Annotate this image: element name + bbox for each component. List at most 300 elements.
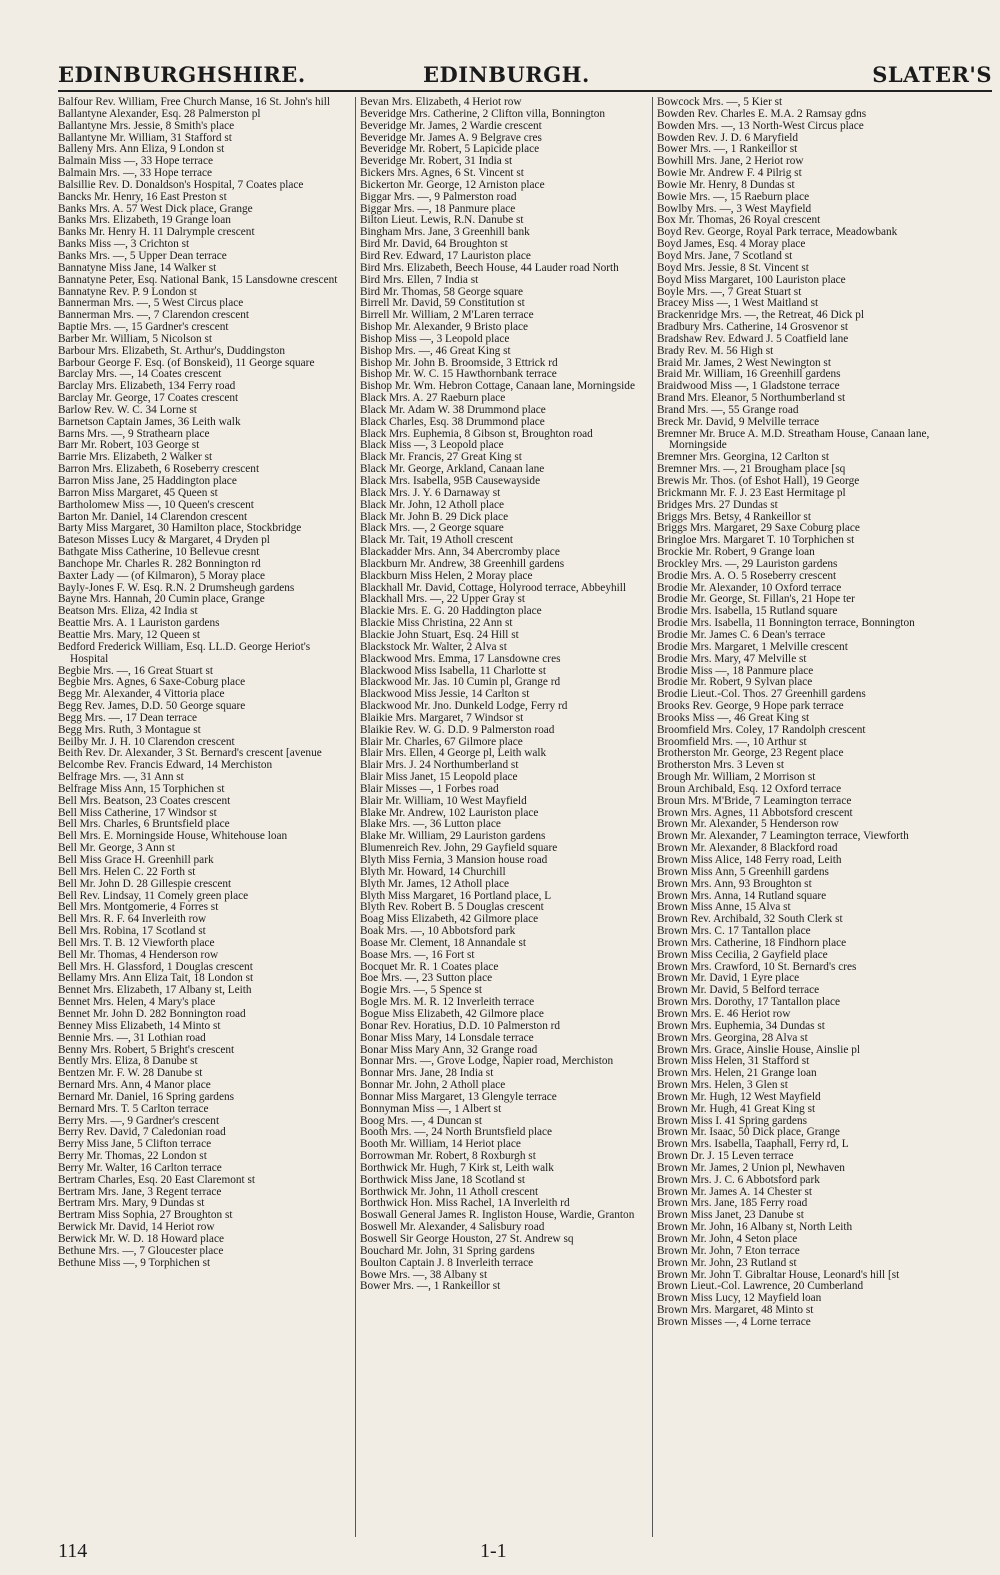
directory-entry: Bennie Mrs. —, 31 Lothian road bbox=[58, 1031, 206, 1044]
directory-entry: Brown Dr. J. 15 Leven terrace bbox=[657, 1150, 794, 1163]
directory-entry: Begg Mrs. Ruth, 3 Montague st bbox=[58, 723, 201, 736]
directory-entry: Bonar Rev. Horatius, D.D. 10 Palmerston rd bbox=[360, 1019, 561, 1032]
directory-entry: Barron Miss Jane, 25 Haddington place bbox=[58, 475, 237, 487]
directory-entry: Black Mr. Francis, 27 Great King st bbox=[360, 451, 522, 464]
directory-entry: Bell Mrs. R. F. 64 Inverleith row bbox=[58, 913, 207, 926]
directory-entry: Boyd Mrs. Jane, 7 Scotland st bbox=[657, 249, 793, 262]
directory-entry: Brown Mrs. Helen, 21 Grange loan bbox=[657, 1067, 817, 1080]
directory-entry: Boyd Mrs. Jessie, 8 St. Vincent st bbox=[657, 261, 809, 274]
directory-entry: Blackie John Stuart, Esq. 24 Hill st bbox=[360, 628, 519, 641]
directory-entry: Boog Mrs. —, 4 Duncan st bbox=[360, 1114, 483, 1127]
directory-entry: Begg Mrs. —, 17 Dean terrace bbox=[58, 711, 197, 724]
directory-entry: Black Mr. George, Arkland, Canaan lane bbox=[360, 463, 545, 476]
directory-entry: Beattie Mrs. Mary, 12 Queen st bbox=[58, 628, 201, 641]
directory-entry: Boak Mrs. —, 10 Abbotsford park bbox=[360, 925, 516, 938]
directory-entry: Blackie Mrs. E. G. 20 Haddington place bbox=[360, 605, 542, 618]
directory-entry: Broomfield Mrs. Coley, 17 Randolph crescent bbox=[657, 723, 866, 736]
directory-entry: Bishop Mrs. —, 46 Great King st bbox=[360, 344, 511, 357]
directory-entry: Blyth Rev. Robert B. 5 Douglas crescent bbox=[360, 901, 544, 914]
directory-entry: Boyd Rev. George, Royal Park terrace, Meadowbank bbox=[657, 226, 898, 239]
directory-entry: Berry Mrs. —, 9 Gardner's crescent bbox=[58, 1114, 220, 1127]
directory-entry: Bocquet Mr. R. 1 Coates place bbox=[360, 960, 499, 973]
directory-entry: Blair Mrs. J. 24 Northumberland st bbox=[360, 759, 519, 772]
directory-entry: Bowie Mr. Henry, 8 Dundas st bbox=[657, 178, 795, 191]
directory-entry: Brough Mr. William, 2 Morrison st bbox=[657, 771, 816, 784]
directory-entry: Boe Mrs. —, 23 Sutton place bbox=[360, 972, 493, 985]
directory-entry: Barnetson Captain James, 36 Leith walk bbox=[58, 415, 241, 428]
directory-entry: Bertram Charles, Esq. 20 East Claremont st bbox=[58, 1173, 256, 1186]
directory-entry: Brand Mrs. —, 55 Grange road bbox=[657, 403, 799, 416]
directory-entry: Barclay Mrs. —, 14 Coates crescent bbox=[58, 368, 222, 381]
directory-column-2 bbox=[355, 97, 652, 1537]
directory-entry: Brown Mrs. Dorothy, 17 Tantallon place bbox=[657, 996, 841, 1009]
directory-entry: Brown Mrs. Euphemia, 34 Dundas st bbox=[657, 1019, 825, 1032]
directory-entry: Brotherston Mr. George, 23 Regent place bbox=[657, 747, 844, 760]
directory-entry: Brockley Mrs. —, 29 Lauriston gardens bbox=[657, 557, 838, 570]
directory-entry: Berry Mr. Thomas, 22 London st bbox=[58, 1150, 207, 1163]
directory-entry: Brown Mr. John, 4 Seton place bbox=[657, 1233, 798, 1245]
directory-entry: Brown Mrs. Isabella, Taaphall, Ferry rd, L bbox=[657, 1138, 849, 1151]
page-number: 114 bbox=[58, 1540, 88, 1562]
directory-entry: Bringloe Mrs. Margaret T. 10 Torphichen st bbox=[657, 534, 855, 547]
directory-entry: Black Mrs. J. Y. 6 Darnaway st bbox=[360, 486, 501, 499]
directory-entry: Begbie Mrs. Agnes, 6 Saxe-Coburg place bbox=[58, 676, 246, 689]
directory-entry: Booth Mr. William, 14 Heriot place bbox=[360, 1138, 521, 1151]
directory-entry: Bartholomew Miss —, 10 Queen's crescent bbox=[58, 498, 254, 511]
directory-entry: Beattie Mrs. A. 1 Lauriston gardens bbox=[58, 617, 220, 630]
directory-entry: Bogue Miss Elizabeth, 42 Gilmore place bbox=[360, 1007, 544, 1020]
directory-entry: Bonnar Mr. John, 2 Atholl place bbox=[360, 1079, 506, 1092]
directory-entry: Boase Mr. Clement, 18 Annandale st bbox=[360, 936, 526, 949]
directory-entry: Blackwood Miss Isabella, 11 Charlotte st bbox=[360, 664, 546, 677]
directory-entry: Boase Mrs. —, 16 Fort st bbox=[360, 948, 475, 961]
directory-entry: Blair Mr. William, 10 West Mayfield bbox=[360, 794, 527, 807]
directory-entry: Biggar Mrs. —, 9 Palmerston road bbox=[360, 190, 517, 203]
directory-entry: Black Mrs. Euphemia, 8 Gibson st, Broughton road bbox=[360, 427, 593, 440]
directory-entry: Beveridge Mr. James, 2 Wardie crescent bbox=[360, 119, 542, 132]
directory-entry: Booth Mrs. —, 24 North Bruntsfield place bbox=[360, 1126, 553, 1139]
directory-entry: Boyle Mrs. —, 7 Great Stuart st bbox=[657, 285, 802, 298]
directory-entry: Brodie Mrs. Mary, 47 Melville st bbox=[657, 652, 807, 665]
directory-entry: Beatson Mrs. Eliza, 42 India st bbox=[58, 605, 198, 618]
directory-entry: Begg Mr. Alexander, 4 Vittoria place bbox=[58, 688, 225, 701]
directory-entry: Benny Mrs. Robert, 5 Bright's crescent bbox=[58, 1043, 235, 1056]
directory-entry: Blackie Miss Christina, 22 Ann st bbox=[360, 617, 513, 630]
directory-entry: Bell Mrs. Beatson, 23 Coates crescent bbox=[58, 794, 231, 807]
directory-entry: Barron Miss Margaret, 45 Queen st bbox=[58, 486, 218, 499]
directory-entry: Brodie Mrs. Margaret, 1 Melville crescent bbox=[657, 640, 848, 653]
directory-entry: Bancks Mr. Henry, 16 East Preston st bbox=[58, 190, 227, 203]
directory-entry: Brown Mrs. J. C. 6 Abbotsford park bbox=[657, 1173, 820, 1186]
directory-entry: Begbie Mrs. —, 16 Great Stuart st bbox=[58, 664, 213, 677]
header-rule bbox=[58, 90, 992, 92]
directory-entry: Bowhill Mrs. Jane, 2 Heriot row bbox=[657, 155, 804, 168]
directory-entry: Bell Mrs. H. Glassford, 1 Douglas crescent bbox=[58, 960, 253, 973]
directory-entry: Blackwood Mr. Jas. 10 Cumin pl, Grange rd bbox=[360, 676, 561, 689]
directory-entry: Brown Mr. John T. Gibraltar House, Leonard's hill [st bbox=[657, 1268, 900, 1281]
directory-entry: Beveridge Mr. Robert, 31 India st bbox=[360, 155, 513, 168]
directory-entry: Beveridge Mr. James A. 9 Belgrave cres bbox=[360, 131, 542, 144]
directory-entry: Brown Mrs. Crawford, 10 St. Bernard's cres bbox=[657, 960, 857, 973]
directory-entry: Bannerman Mrs. —, 7 Clarendon crescent bbox=[58, 309, 250, 322]
directory-entry: Brown Miss I. 41 Spring gardens bbox=[657, 1114, 807, 1127]
directory-entry: Bateson Misses Lucy & Margaret, 4 Dryden pl bbox=[58, 534, 270, 547]
directory-entry: Blackadder Mrs. Ann, 34 Abercromby place bbox=[360, 546, 560, 559]
directory-entry: Black Mr. John B. 29 Dick place bbox=[360, 510, 509, 523]
directory-entry: Brown Miss Cecilia, 2 Gayfield place bbox=[657, 948, 828, 961]
directory-entry: Bilton Lieut. Lewis, R.N. Danube st bbox=[360, 214, 524, 227]
directory-entry: Boyd James, Esq. 4 Moray place bbox=[657, 238, 806, 251]
directory-entry: Brown Mrs. Anna, 14 Rutland square bbox=[657, 889, 827, 902]
directory-entry: Bathgate Miss Catherine, 10 Bellevue cresnt bbox=[58, 546, 260, 559]
directory-entry: Blair Misses —, 1 Forbes road bbox=[360, 782, 499, 795]
directory-entry: Brown Miss Anne, 15 Alva st bbox=[657, 901, 791, 914]
directory-entry: Bowcock Mrs. —, 5 Kier st bbox=[657, 97, 783, 108]
directory-entry: Beveridge Mrs. Catherine, 2 Clifton villa, Bonnington bbox=[360, 107, 606, 120]
directory-entry: Bower Mrs. —, 1 Rankeillor st bbox=[360, 1280, 501, 1293]
directory-entry: Bayly-Jones F. W. Esq. R.N. 2 Drumsheugh gardens bbox=[58, 581, 295, 594]
directory-entry: Bogle Mrs. M. R. 12 Inverleith terrace bbox=[360, 996, 535, 1009]
directory-entry: Bird Mrs. Ellen, 7 India st bbox=[360, 273, 479, 286]
directory-entry: Bell Rev. Lindsay, 11 Comely green place bbox=[58, 889, 249, 902]
directory-entry: Bird Rev. Edward, 17 Lauriston place bbox=[360, 249, 531, 262]
directory-entry: Barbour Mrs. Elizabeth, St. Arthur's, Duddingston bbox=[58, 344, 286, 357]
directory-entry: Blackwood Mr. Jno. Dunkeld Lodge, Ferry rd bbox=[360, 700, 568, 713]
directory-entry: Beveridge Mr. Robert, 5 Lapicide place bbox=[360, 143, 540, 156]
directory-entry: Black Charles, Esq. 38 Drummond place bbox=[360, 415, 545, 428]
directory-entry: Brewis Mr. Thos. (of Eshot Hall), 19 George bbox=[657, 475, 860, 487]
directory-entry: Berwick Mr. W. D. 18 Howard place bbox=[58, 1233, 224, 1245]
directory-column-1 bbox=[58, 97, 348, 1537]
directory-entry: Black Mr. Tait, 19 Atholl crescent bbox=[360, 534, 514, 547]
directory-entry: Bennet Mrs. Helen, 4 Mary's place bbox=[58, 996, 216, 1009]
directory-entry: Banks Mr. Henry H. 11 Dalrymple crescent bbox=[58, 226, 255, 239]
directory-entry: Bonnyman Miss —, 1 Albert st bbox=[360, 1102, 502, 1115]
directory-entry: Brown Mr. James A. 14 Chester st bbox=[657, 1185, 813, 1198]
directory-entry: Bower Mrs. —, 1 Rankeillor st bbox=[657, 143, 798, 156]
directory-entry: Bishop Mr. Alexander, 9 Bristo place bbox=[360, 321, 529, 334]
directory-entry: Bell Miss Grace H. Greenhill park bbox=[58, 854, 214, 866]
directory-entry: Bonar Miss Mary, 14 Lonsdale terrace bbox=[360, 1031, 534, 1044]
directory-entry: Brown Misses —, 4 Lorne terrace bbox=[657, 1315, 811, 1328]
directory-entry: Bird Mr. David, 64 Broughton st bbox=[360, 238, 508, 251]
directory-entry: Brown Miss Ann, 5 Greenhill gardens bbox=[657, 865, 829, 878]
directory-entry: Brown Mr. John, 16 Albany st, North Leith bbox=[657, 1221, 853, 1234]
directory-entry: Bell Mrs. Charles, 6 Bruntsfield place bbox=[58, 818, 230, 831]
directory-entry: Bannerman Mrs. —, 5 West Circus place bbox=[58, 297, 244, 310]
directory-entry: Banks Miss —, 3 Crichton st bbox=[58, 238, 190, 251]
directory-entry: Brown Mr. Hugh, 12 West Mayfield bbox=[657, 1090, 821, 1103]
directory-entry: Blackburn Miss Helen, 2 Moray place bbox=[360, 569, 533, 582]
directory-entry: Blackburn Mr. Andrew, 38 Greenhill gardens bbox=[360, 557, 565, 570]
directory-entry: Barclay Mrs. Elizabeth, 134 Ferry road bbox=[58, 380, 236, 393]
directory-entry: Brown Lieut.-Col. Lawrence, 20 Cumberland bbox=[657, 1280, 864, 1293]
directory-entry: Begg Rev. James, D.D. 50 George square bbox=[58, 700, 246, 713]
directory-entry: Bedford Frederick William, Esq. LL.D. George Heriot's Hospital bbox=[58, 640, 311, 665]
directory-entry: Brown Mrs. Grace, Ainslie House, Ainslie pl bbox=[657, 1043, 861, 1056]
directory-entry: Brodie Mr. James C. 6 Dean's terrace bbox=[657, 628, 826, 641]
directory-entry: Bowie Mr. Andrew F. 4 Pilrig st bbox=[657, 167, 802, 180]
directory-entry: Bonnar Miss Margaret, 13 Glengyle terrace bbox=[360, 1090, 557, 1103]
directory-entry: Bowie Mrs. —, 15 Raeburn place bbox=[657, 190, 810, 203]
directory-entry: Brown Mr. James, 2 Union pl, Newhaven bbox=[657, 1161, 845, 1174]
directory-entry: Black Mrs. —, 2 George square bbox=[360, 522, 504, 535]
directory-entry: Barron Mrs. Elizabeth, 6 Roseberry crescent bbox=[58, 463, 260, 476]
directory-entry: Brown Mr. David, 5 Belford terrace bbox=[657, 984, 820, 997]
directory-entry: Brotherston Mrs. 3 Leven st bbox=[657, 759, 785, 772]
directory-entry: Boyd Miss Margaret, 100 Lauriston place bbox=[657, 273, 846, 286]
directory-entry: Bird Mrs. Elizabeth, Beech House, 44 Lauder road North bbox=[360, 261, 619, 274]
directory-entry: Black Mr. Adam W. 38 Drummond place bbox=[360, 403, 546, 416]
directory-entry: Brand Mrs. Eleanor, 5 Northumberland st bbox=[657, 392, 846, 405]
directory-entry: Bremner Mrs. Georgina, 12 Carlton st bbox=[657, 451, 830, 464]
directory-entry: Bowlby Mrs. —, 3 West Mayfield bbox=[657, 202, 812, 215]
directory-entry: Blumenreich Rev. John, 29 Gayfield square bbox=[360, 842, 558, 855]
directory-entry: Bayne Mrs. Hannah, 20 Cumin place, Grange bbox=[58, 593, 265, 606]
directory-entry: Brodie Mr. George, St. Fillan's, 21 Hope ter bbox=[657, 593, 855, 606]
directory-entry: Bell Mr. Thomas, 4 Henderson row bbox=[58, 948, 219, 961]
directory-entry: Bell Mrs. T. B. 12 Viewforth place bbox=[58, 936, 215, 949]
directory-entry: Bannatyne Miss Jane, 14 Walker st bbox=[58, 261, 217, 274]
directory-entry: Bouchard Mr. John, 31 Spring gardens bbox=[360, 1244, 535, 1257]
directory-entry: Bishop Miss —, 3 Leopold place bbox=[360, 332, 510, 345]
directory-entry: Balleny Mrs. Ann Eliza, 9 London st bbox=[58, 143, 225, 156]
directory-entry: Balmain Miss —, 33 Hope terrace bbox=[58, 155, 213, 168]
directory-entry: Barlow Rev. W. C. 34 Lorne st bbox=[58, 403, 197, 416]
directory-entry: Barber Mr. William, 5 Nicolson st bbox=[58, 332, 213, 345]
directory-entry: Boswell Mr. Alexander, 4 Salisbury road bbox=[360, 1221, 545, 1234]
directory-entry: Blackstock Mr. Walter, 2 Alva st bbox=[360, 640, 507, 653]
directory-entry: Bonnar Mrs. —, Grove Lodge, Napier road, Merchiston bbox=[360, 1055, 614, 1068]
directory-entry: Brown Rev. Archibald, 32 South Clerk st bbox=[657, 913, 843, 926]
directory-entry: Broun Mrs. M'Bride, 7 Leamington terrace bbox=[657, 794, 852, 807]
directory-entry: Brady Rev. M. 56 High st bbox=[657, 344, 774, 357]
directory-entry: Brodie Mr. Robert, 9 Sylvan place bbox=[657, 676, 813, 689]
directory-entry: Brackenridge Mrs. —, the Retreat, 46 Dick pl bbox=[657, 309, 865, 322]
directory-entry: Black Miss —, 3 Leopold place bbox=[360, 439, 504, 452]
directory-entry: Bertram Mrs. Mary, 9 Dundas st bbox=[58, 1197, 205, 1210]
directory-entry: Barty Miss Margaret, 30 Hamilton place, Stockbridge bbox=[58, 522, 302, 535]
directory-entry: Bernard Mr. Daniel, 16 Spring gardens bbox=[58, 1090, 235, 1103]
directory-entry: Beith Rev. Dr. Alexander, 3 St. Bernard's crescent [avenue bbox=[58, 747, 322, 760]
directory-entry: Blyth Mr. Howard, 14 Churchill bbox=[360, 865, 506, 878]
directory-entry: Bird Mr. Thomas, 58 George square bbox=[360, 285, 524, 298]
directory-entry: Bethune Mrs. —, 7 Gloucester place bbox=[58, 1244, 224, 1257]
directory-entry: Bonar Miss Mary Ann, 32 Grange road bbox=[360, 1043, 538, 1056]
directory-entry: Bishop Mr. W. C. 15 Hawthornbank terrace bbox=[360, 368, 557, 381]
directory-entry: Brown Miss Janet, 23 Danube st bbox=[657, 1209, 804, 1222]
directory-entry: Broomfield Mrs. —, 10 Arthur st bbox=[657, 735, 807, 748]
directory-entry: Brown Mrs. Helen, 3 Glen st bbox=[657, 1079, 788, 1092]
directory-entry: Brown Miss Helen, 31 Stafford st bbox=[657, 1055, 810, 1068]
directory-entry: Brodie Miss —, 18 Panmure place bbox=[657, 664, 814, 677]
directory-entry: Bickers Mrs. Agnes, 6 St. Vincent st bbox=[360, 167, 524, 180]
directory-entry: Bernard Mrs. Ann, 4 Manor place bbox=[58, 1079, 211, 1092]
directory-entry: Bernard Mrs. T. 5 Carlton terrace bbox=[58, 1102, 209, 1115]
directory-entry: Blyth Miss Margaret, 16 Portland place, L bbox=[360, 889, 552, 902]
directory-entry: Barclay Mr. George, 17 Coates crescent bbox=[58, 392, 239, 405]
directory-entry: Benney Miss Elizabeth, 14 Minto st bbox=[58, 1019, 221, 1032]
directory-entry: Borrowman Mr. Robert, 8 Roxburgh st bbox=[360, 1150, 536, 1163]
directory-entry: Braid Mr. William, 16 Greenhill gardens bbox=[657, 368, 841, 381]
directory-entry: Bevan Mrs. Elizabeth, 4 Heriot row bbox=[360, 97, 522, 108]
directory-entry: Brown Miss Alice, 148 Ferry road, Leith bbox=[657, 854, 842, 866]
directory-entry: Bowden Rev. J. D. 6 Maryfield bbox=[657, 131, 799, 144]
directory-entry: Berry Mr. Walter, 16 Carlton terrace bbox=[58, 1161, 222, 1174]
directory-entry: Boswell Sir George Houston, 27 St. Andrew sq bbox=[360, 1233, 574, 1245]
directory-entry: Ballantyne Mrs. Jessie, 8 Smith's place bbox=[58, 119, 235, 132]
directory-entry: Biggar Mrs. —, 18 Panmure place bbox=[360, 202, 516, 215]
directory-entry: Bellamy Mrs. Ann Eliza Tait, 18 London st bbox=[58, 972, 254, 985]
directory-entry: Berwick Mr. David, 14 Heriot row bbox=[58, 1221, 215, 1234]
directory-entry: Birrell Mr. David, 59 Constitution st bbox=[360, 297, 525, 310]
directory-entry: Briggs Mrs. Betsy, 4 Rankeillor st bbox=[657, 510, 811, 523]
directory-entry: Blair Mrs. Ellen, 4 George pl, Leith walk bbox=[360, 747, 547, 760]
directory-entry: Briggs Mrs. Margaret, 29 Saxe Coburg place bbox=[657, 522, 860, 535]
directory-entry: Borthwick Mr. John, 11 Atholl crescent bbox=[360, 1185, 539, 1198]
directory-entry: Bennet Mr. John D. 282 Bonnington road bbox=[58, 1007, 246, 1020]
directory-entry: Blaikie Mrs. Margaret, 7 Windsor st bbox=[360, 711, 524, 724]
directory-entry: Bannatyne Rev. P. 9 London st bbox=[58, 285, 197, 298]
directory-entry: Ballantyne Mr. William, 31 Stafford st bbox=[58, 131, 232, 144]
directory-entry: Brown Mr. John, 7 Eton terrace bbox=[657, 1244, 800, 1257]
directory-entry: Baxter Lady — (of Kilmaron), 5 Moray place bbox=[58, 569, 266, 582]
directory-entry: Brown Mrs. E. 46 Heriot row bbox=[657, 1007, 791, 1020]
directory-entry: Bertram Mrs. Jane, 3 Regent terrace bbox=[58, 1185, 222, 1198]
directory-entry: Blyth Miss Fernia, 3 Mansion house road bbox=[360, 854, 548, 866]
directory-entry: Banks Mrs. Elizabeth, 19 Grange loan bbox=[58, 214, 231, 227]
directory-entry: Banchope Mr. Charles R. 282 Bonnington rd bbox=[58, 557, 261, 570]
directory-entry: Bonnar Mrs. Jane, 28 India st bbox=[360, 1067, 494, 1080]
directory-entry: Blake Mrs. —, 36 Lutton place bbox=[360, 818, 501, 831]
directory-entry: Borthwick Mr. Hugh, 7 Kirk st, Leith walk bbox=[360, 1161, 554, 1174]
directory-entry: Barrie Mrs. Elizabeth, 2 Walker st bbox=[58, 451, 213, 464]
directory-entry: Bell Mr. John D. 28 Gillespie crescent bbox=[58, 877, 232, 890]
directory-entry: Brown Mrs. Jane, 185 Ferry road bbox=[657, 1197, 808, 1210]
directory-entry: Blair Miss Janet, 15 Leopold place bbox=[360, 771, 518, 784]
directory-entry: Borthwick Hon. Miss Rachel, 1A Inverleith rd bbox=[360, 1197, 570, 1210]
directory-entry: Bell Mrs. Helen C. 22 Forth st bbox=[58, 865, 196, 878]
directory-entry: Barton Mr. Daniel, 14 Clarendon crescent bbox=[58, 510, 248, 523]
directory-entry: Bracey Miss —, 1 West Maitland st bbox=[657, 297, 819, 310]
directory-entry: Belfrage Mrs. —, 31 Ann st bbox=[58, 771, 184, 784]
directory-entry: Blackhall Mrs. —, 22 Upper Gray st bbox=[360, 593, 526, 606]
directory-entry: Brown Mr. Alexander, 8 Blackford road bbox=[657, 842, 838, 855]
directory-entry: Brown Mr. Isaac, 50 Dick place, Grange bbox=[657, 1126, 840, 1139]
header-city: EDINBURGH. bbox=[423, 62, 590, 87]
directory-entry: Brodie Mr. Alexander, 10 Oxford terrace bbox=[657, 581, 842, 594]
directory-entry: Brodie Lieut.-Col. Thos. 27 Greenhill gardens bbox=[657, 688, 866, 701]
directory-entry: Birrell Mr. William, 2 M'Laren terrace bbox=[360, 309, 534, 322]
directory-entry: Black Mrs. A. 27 Raeburn place bbox=[360, 392, 506, 405]
header-county: EDINBURGHSHIRE. bbox=[58, 62, 306, 87]
directory-entry: Boag Miss Elizabeth, 42 Gilmore place bbox=[360, 913, 539, 926]
directory-entry: Brockie Mr. Robert, 9 Grange loan bbox=[657, 546, 815, 559]
directory-entry: Brown Mrs. Ann, 93 Broughton st bbox=[657, 877, 812, 890]
directory-entry: Bennet Mrs. Elizabeth, 17 Albany st, Leith bbox=[58, 984, 252, 997]
directory-entry: Brown Mr. Alexander, 7 Leamington terrace, Viewforth bbox=[657, 830, 909, 843]
directory-entry: Bishop Mr. Wm. Hebron Cottage, Canaan lane, Morningside bbox=[360, 380, 635, 393]
directory-entry: Barbour George F. Esq. (of Bonskeid), 11 George square bbox=[58, 356, 315, 369]
directory-entry: Brodie Mrs. A. O. 5 Roseberry crescent bbox=[657, 569, 837, 582]
directory-entry: Brown Mrs. C. 17 Tantallon place bbox=[657, 925, 811, 938]
directory-entry: Barns Mrs. —, 9 Strathearn place bbox=[58, 427, 210, 440]
directory-entry: Blackwood Miss Jessie, 14 Carlton st bbox=[360, 688, 530, 701]
directory-entry: Bradshaw Rev. Edward J. 5 Coatfield lane bbox=[657, 332, 849, 345]
directory-entry: Bickerton Mr. George, 12 Arniston place bbox=[360, 178, 545, 191]
directory-entry: Berry Rev. David, 7 Caledonian road bbox=[58, 1126, 226, 1139]
directory-entry: Brown Mrs. Agnes, 11 Abbotsford crescent bbox=[657, 806, 853, 819]
header-publisher: SLATER'S bbox=[872, 62, 992, 87]
directory-entry: Balmain Mrs. —, 33 Hope terrace bbox=[58, 167, 213, 180]
directory-entry: Boswall General James R. Ingliston House, Wardie, Granton bbox=[360, 1209, 635, 1222]
directory-entry: Brown Mr. David, 1 Eyre place bbox=[657, 972, 800, 985]
directory-entry: Bingham Mrs. Jane, 3 Greenhill bank bbox=[360, 226, 530, 239]
directory-entry: Bremner Mr. Bruce A. M.D. Streatham House, Canaan lane, Morningside bbox=[657, 427, 930, 452]
directory-entry: Bell Mrs. Montgomerie, 4 Forres st bbox=[58, 901, 219, 914]
directory-entry: Berry Miss Jane, 5 Clifton terrace bbox=[58, 1138, 212, 1151]
directory-entry: Brown Miss Lucy, 12 Mayfield loan bbox=[657, 1292, 822, 1305]
directory-entry: Brooks Miss —, 46 Great King st bbox=[657, 711, 810, 724]
directory-entry: Box Mr. Thomas, 26 Royal crescent bbox=[657, 214, 821, 227]
directory-entry: Banks Mrs. A. 57 West Dick place, Grange bbox=[58, 202, 253, 215]
directory-entry: Bradbury Mrs. Catherine, 14 Grosvenor st bbox=[657, 321, 849, 334]
directory-entry: Barr Mr. Robert, 103 George st bbox=[58, 439, 200, 452]
directory-entry: Blake Mr. Andrew, 102 Lauriston place bbox=[360, 806, 539, 819]
directory-entry: Blaikie Rev. W. G. D.D. 9 Palmerston road bbox=[360, 723, 555, 736]
directory-entry: Brodie Mrs. Isabella, 15 Rutland square bbox=[657, 605, 838, 618]
directory-entry: Blackwood Mrs. Emma, 17 Lansdowne cres bbox=[360, 652, 561, 665]
directory-entry: Bell Mrs. E. Morningside House, Whitehouse loan bbox=[58, 830, 288, 843]
directory-entry: Banks Mrs. —, 5 Upper Dean terrace bbox=[58, 249, 227, 262]
directory-entry: Balsillie Rev. D. Donaldson's Hospital, 7 Coates place bbox=[58, 178, 304, 191]
directory-entry: Bertram Miss Sophia, 27 Broughton st bbox=[58, 1209, 233, 1222]
directory-entry: Brickmann Mr. F. J. 23 East Hermitage pl bbox=[657, 486, 846, 499]
directory-entry: Black Mr. John, 12 Atholl place bbox=[360, 498, 505, 511]
directory-entry: Borthwick Miss Jane, 18 Scotland st bbox=[360, 1173, 526, 1186]
directory-entry: Brown Mrs. Georgina, 28 Alva st bbox=[657, 1031, 808, 1044]
directory-entry: Bishop Mr. John B. Broomside, 3 Ettrick rd bbox=[360, 356, 558, 369]
directory-entry: Boulton Captain J. 8 Inverleith terrace bbox=[360, 1256, 534, 1269]
directory-entry: Bogie Mrs. —, 5 Spence st bbox=[360, 984, 483, 997]
directory-entry: Bell Miss Catherine, 17 Windsor st bbox=[58, 806, 217, 819]
directory-entry: Ballantyne Alexander, Esq. 28 Palmerston pl bbox=[58, 107, 261, 120]
directory-entry: Black Mrs. Isabella, 95B Causewayside bbox=[360, 475, 541, 487]
page-header bbox=[58, 62, 992, 88]
sheet-mark: 1-1 bbox=[480, 1540, 507, 1562]
directory-entry: Belfrage Miss Ann, 15 Torphichen st bbox=[58, 782, 225, 795]
directory-entry: Bowe Mrs. —, 38 Albany st bbox=[360, 1268, 488, 1281]
directory-entry: Brown Mr. Alexander, 5 Henderson row bbox=[657, 818, 839, 831]
directory-entry: Bell Mr. George, 3 Ann st bbox=[58, 842, 175, 855]
directory-entry: Bentzen Mr. F. W. 28 Danube st bbox=[58, 1067, 203, 1080]
directory-entry: Brown Mrs. Catherine, 18 Findhorn place bbox=[657, 936, 847, 949]
directory-entry: Bell Mrs. Robina, 17 Scotland st bbox=[58, 925, 206, 938]
directory-entry: Braid Mr. James, 2 West Newington st bbox=[657, 356, 831, 369]
directory-entry: Blair Mr. Charles, 67 Gilmore place bbox=[360, 735, 523, 748]
directory-entry: Breck Mr. David, 9 Melville terrace bbox=[657, 415, 820, 428]
directory-entry: Bridges Mrs. 27 Dundas st bbox=[657, 498, 778, 511]
directory-entry: Blackhall Mr. David, Cottage, Holyrood terrace, Abbeyhill bbox=[360, 581, 627, 594]
directory-entry: Braidwood Miss —, 1 Gladstone terrace bbox=[657, 380, 840, 393]
directory-entry: Beilby Mr. J. H. 10 Clarendon crescent bbox=[58, 735, 235, 748]
directory-entry: Bowden Mrs. —, 13 North-West Circus place bbox=[657, 119, 864, 132]
directory-entry: Brown Mrs. Margaret, 48 Minto st bbox=[657, 1304, 814, 1317]
directory-entry: Brooks Rev. George, 9 Hope park terrace bbox=[657, 700, 844, 713]
directory-column-3 bbox=[652, 97, 953, 1537]
directory-entry: Bowden Rev. Charles E. M.A. 2 Ramsay gdns bbox=[657, 107, 867, 120]
directory-entry: Baptie Mrs. —, 15 Gardner's crescent bbox=[58, 321, 229, 334]
